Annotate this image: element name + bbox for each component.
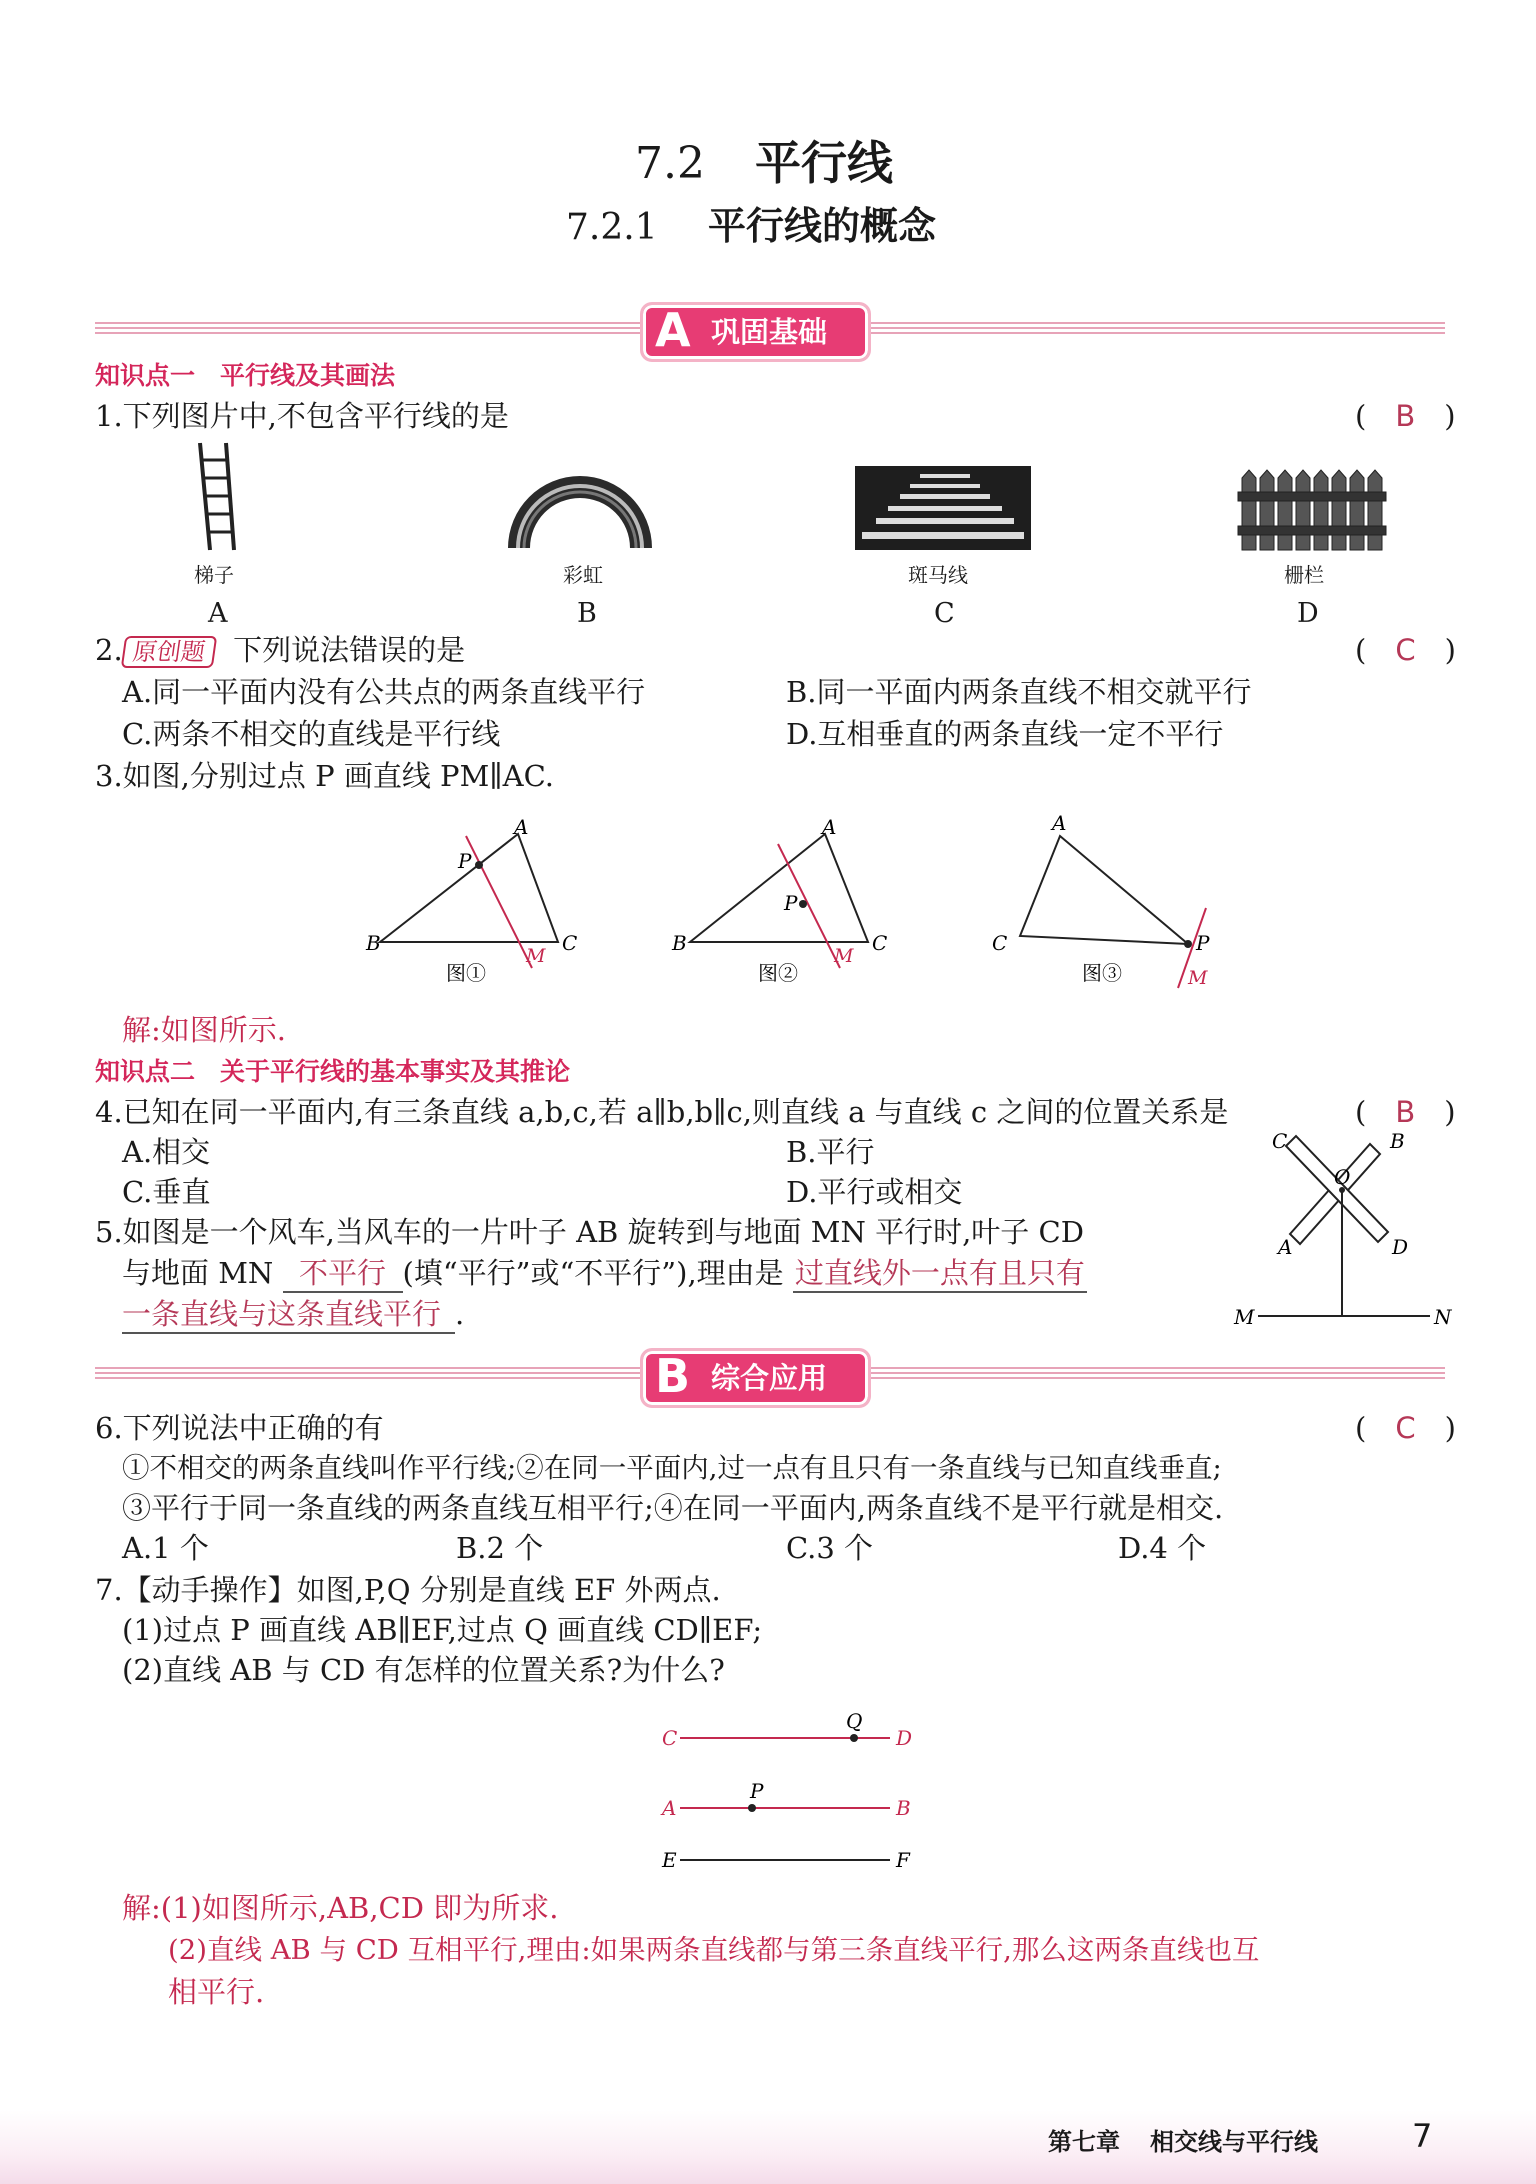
q1-answer: B — [1395, 399, 1416, 433]
q5-line1: 5.如图是一个风车,当风车的一片叶子 AB 旋转到与地面 MN 平行时,叶子 CD — [95, 1215, 1084, 1249]
footer-title: 相交线与平行线 — [1150, 2128, 1318, 2156]
q5-label-m: M — [1234, 1305, 1255, 1329]
q4-stem: 4.已知在同一平面内,有三条直线 a,b,c,若 a∥b,b∥c,则直线 a 与直线 c 之间的位置关系是 — [95, 1095, 1229, 1129]
q3-f1-label-b: B — [366, 931, 381, 955]
q1-caption-b: 彩虹 — [563, 563, 603, 587]
q7-label-a: A — [662, 1796, 677, 1820]
section-number: 7.2 — [635, 138, 705, 189]
banner-a-label: 巩固基础 — [711, 315, 828, 349]
q7-solution-2a: (2)直线 AB 与 CD 互相平行,理由:如果两条直线都与第三条直线平行,那么这两条直线也互 — [168, 1934, 1260, 1966]
q7-label-b: B — [896, 1796, 911, 1820]
banner-a-letter: A — [655, 303, 691, 357]
q5-label-a: A — [1278, 1235, 1293, 1259]
q1-letter-a: A — [208, 598, 228, 629]
q1-letter-d: D — [1297, 598, 1319, 629]
q3-figure-3 — [992, 811, 1210, 989]
banner-b-label: 综合应用 — [711, 1361, 828, 1395]
q2-option-c: C.两条不相交的直线是平行线 — [122, 717, 501, 751]
q3-f3-label-c: C — [992, 931, 1008, 955]
q2-option-a: A.同一平面内没有公共点的两条直线平行 — [122, 675, 646, 709]
q3-f3-label-m: M — [1188, 967, 1208, 989]
q4-option-c: C.垂直 — [122, 1175, 211, 1209]
banner-b-letter: B — [655, 1349, 691, 1403]
q2-tag: 原创题 — [120, 636, 216, 668]
q5-label-b: B — [1390, 1129, 1405, 1153]
q3-f1-label-c: C — [562, 931, 578, 955]
q3-f1-label-m: M — [526, 945, 546, 967]
q3-f1-label-a: A — [514, 815, 529, 839]
page-number: 7 — [1412, 2117, 1433, 2155]
q1-caption-c: 斑马线 — [908, 563, 968, 587]
q1-answer-paren: ( B ) — [1355, 399, 1456, 433]
subsection-number: 7.2.1 — [566, 207, 658, 248]
q3-f1-label-p: P — [458, 849, 472, 873]
q3-f2-label-b: B — [672, 931, 687, 955]
q5-blank2a: 过直线外一点有且只有 — [793, 1255, 1087, 1293]
q7-solution-1: 解:(1)如图所示,AB,CD 即为所求. — [122, 1891, 559, 1925]
q6-answer-paren: ( C ) — [1355, 1411, 1456, 1445]
q7-label-e: E — [662, 1848, 677, 1872]
q5-line2-prefix: 与地面 MN — [122, 1256, 274, 1290]
q7-part2: (2)直线 AB 与 CD 有怎样的位置关系?为什么? — [122, 1653, 725, 1687]
q6-option-c: C.3 个 — [786, 1531, 874, 1565]
q5-blank2b: 一条直线与这条直线平行 — [122, 1296, 455, 1334]
q5-end: . — [455, 1297, 465, 1331]
q7-label-f: F — [896, 1848, 910, 1872]
q3-f3-caption: 图③ — [1082, 961, 1122, 985]
q3-figure-1 — [365, 815, 577, 985]
q3-f2-label-c: C — [872, 931, 888, 955]
q3-stem: 3.如图,分别过点 P 画直线 PM∥AC. — [95, 759, 554, 793]
q1-stem: 1.下列图片中,不包含平行线的是 — [95, 399, 509, 433]
q7-label-d: D — [896, 1726, 913, 1750]
rainbow-icon — [508, 476, 652, 548]
footer-chapter: 第七章 — [1048, 2128, 1120, 2156]
q7-figure — [640, 1700, 940, 1880]
q5-windmill-figure — [1220, 1126, 1470, 1336]
knowledge-point-2: 知识点二 关于平行线的基本事实及其推论 — [95, 1057, 571, 1086]
knowledge-point-1: 知识点一 平行线及其画法 — [95, 361, 396, 390]
q5-label-o: O — [1334, 1165, 1351, 1189]
q3-f1-caption: 图① — [446, 961, 486, 985]
q1-letter-b: B — [577, 598, 597, 629]
q1-caption-d: 栅栏 — [1284, 563, 1324, 587]
section-title: 平行线 — [755, 136, 893, 190]
q5-line3 — [122, 1296, 464, 1334]
q2-option-d: D.互相垂直的两条直线一定不平行 — [786, 717, 1224, 751]
q6-option-a: A.1 个 — [122, 1531, 209, 1565]
q7-stem: 7.【动手操作】如图,P,Q 分别是直线 EF 外两点. — [95, 1573, 721, 1607]
zebra-crossing-icon — [855, 466, 1031, 550]
q4-answer: B — [1395, 1095, 1416, 1129]
q3-f3-label-p: P — [1196, 931, 1210, 955]
q5-label-c: C — [1272, 1129, 1288, 1153]
q3-figure-2 — [671, 815, 887, 985]
q4-option-d: D.平行或相交 — [786, 1175, 963, 1209]
q6-option-d: D.4 个 — [1118, 1531, 1207, 1565]
q6-answer: C — [1395, 1411, 1416, 1445]
q6-option-b: B.2 个 — [456, 1531, 544, 1565]
q3-f2-label-m: M — [834, 945, 854, 967]
q5-blank1: 不平行 — [283, 1255, 403, 1293]
q7-label-p: P — [750, 1779, 764, 1803]
fence-icon — [1238, 470, 1386, 550]
q2-stem: 下列说法错误的是 — [233, 633, 466, 667]
q3-f3-label-a: A — [1052, 811, 1067, 835]
q4-answer-paren: ( B ) — [1355, 1095, 1456, 1129]
q2-number: 2. — [95, 633, 123, 667]
q5-label-n: N — [1434, 1305, 1452, 1329]
q7-label-q: Q — [846, 1709, 863, 1733]
banner-a-badge — [640, 302, 871, 362]
q4-option-a: A.相交 — [122, 1135, 211, 1169]
q3-solution: 解:如图所示. — [122, 1013, 286, 1047]
banner-b-badge — [640, 1348, 871, 1408]
q7-part1: (1)过点 P 画直线 AB∥EF,过点 Q 画直线 CD∥EF; — [122, 1613, 763, 1647]
q6-line2: ③平行于同一条直线的两条直线互相平行;④在同一平面内,两条直线不是平行就是相交. — [122, 1491, 1224, 1525]
q3-f2-label-p: P — [784, 891, 798, 915]
q1-caption-a: 梯子 — [194, 563, 234, 587]
q3-figures — [0, 800, 1536, 1000]
q7-label-c: C — [662, 1726, 678, 1750]
q7-solution-2b: 相平行. — [168, 1975, 265, 2009]
q2-answer-paren: ( C ) — [1355, 633, 1456, 667]
q6-stem: 6.下列说法中正确的有 — [95, 1411, 384, 1445]
q1-letter-c: C — [934, 598, 955, 629]
q3-f2-label-a: A — [822, 815, 837, 839]
q5-line2 — [122, 1255, 1087, 1293]
q2-option-b: B.同一平面内两条直线不相交就平行 — [786, 675, 1252, 709]
ladder-icon — [200, 443, 234, 550]
q6-line1: ①不相交的两条直线叫作平行线;②在同一平面内,过一点有且只有一条直线与已知直线垂直; — [122, 1452, 1222, 1484]
subsection-title: 平行线的概念 — [708, 204, 937, 248]
q3-f2-caption: 图② — [758, 961, 798, 985]
q5-label-d: D — [1392, 1235, 1409, 1259]
q2-answer: C — [1395, 633, 1416, 667]
q2-stem-line — [95, 632, 465, 668]
q5-line2-mid: (填“平行”或“不平行”),理由是 — [402, 1256, 784, 1290]
q4-option-b: B.平行 — [786, 1135, 875, 1169]
